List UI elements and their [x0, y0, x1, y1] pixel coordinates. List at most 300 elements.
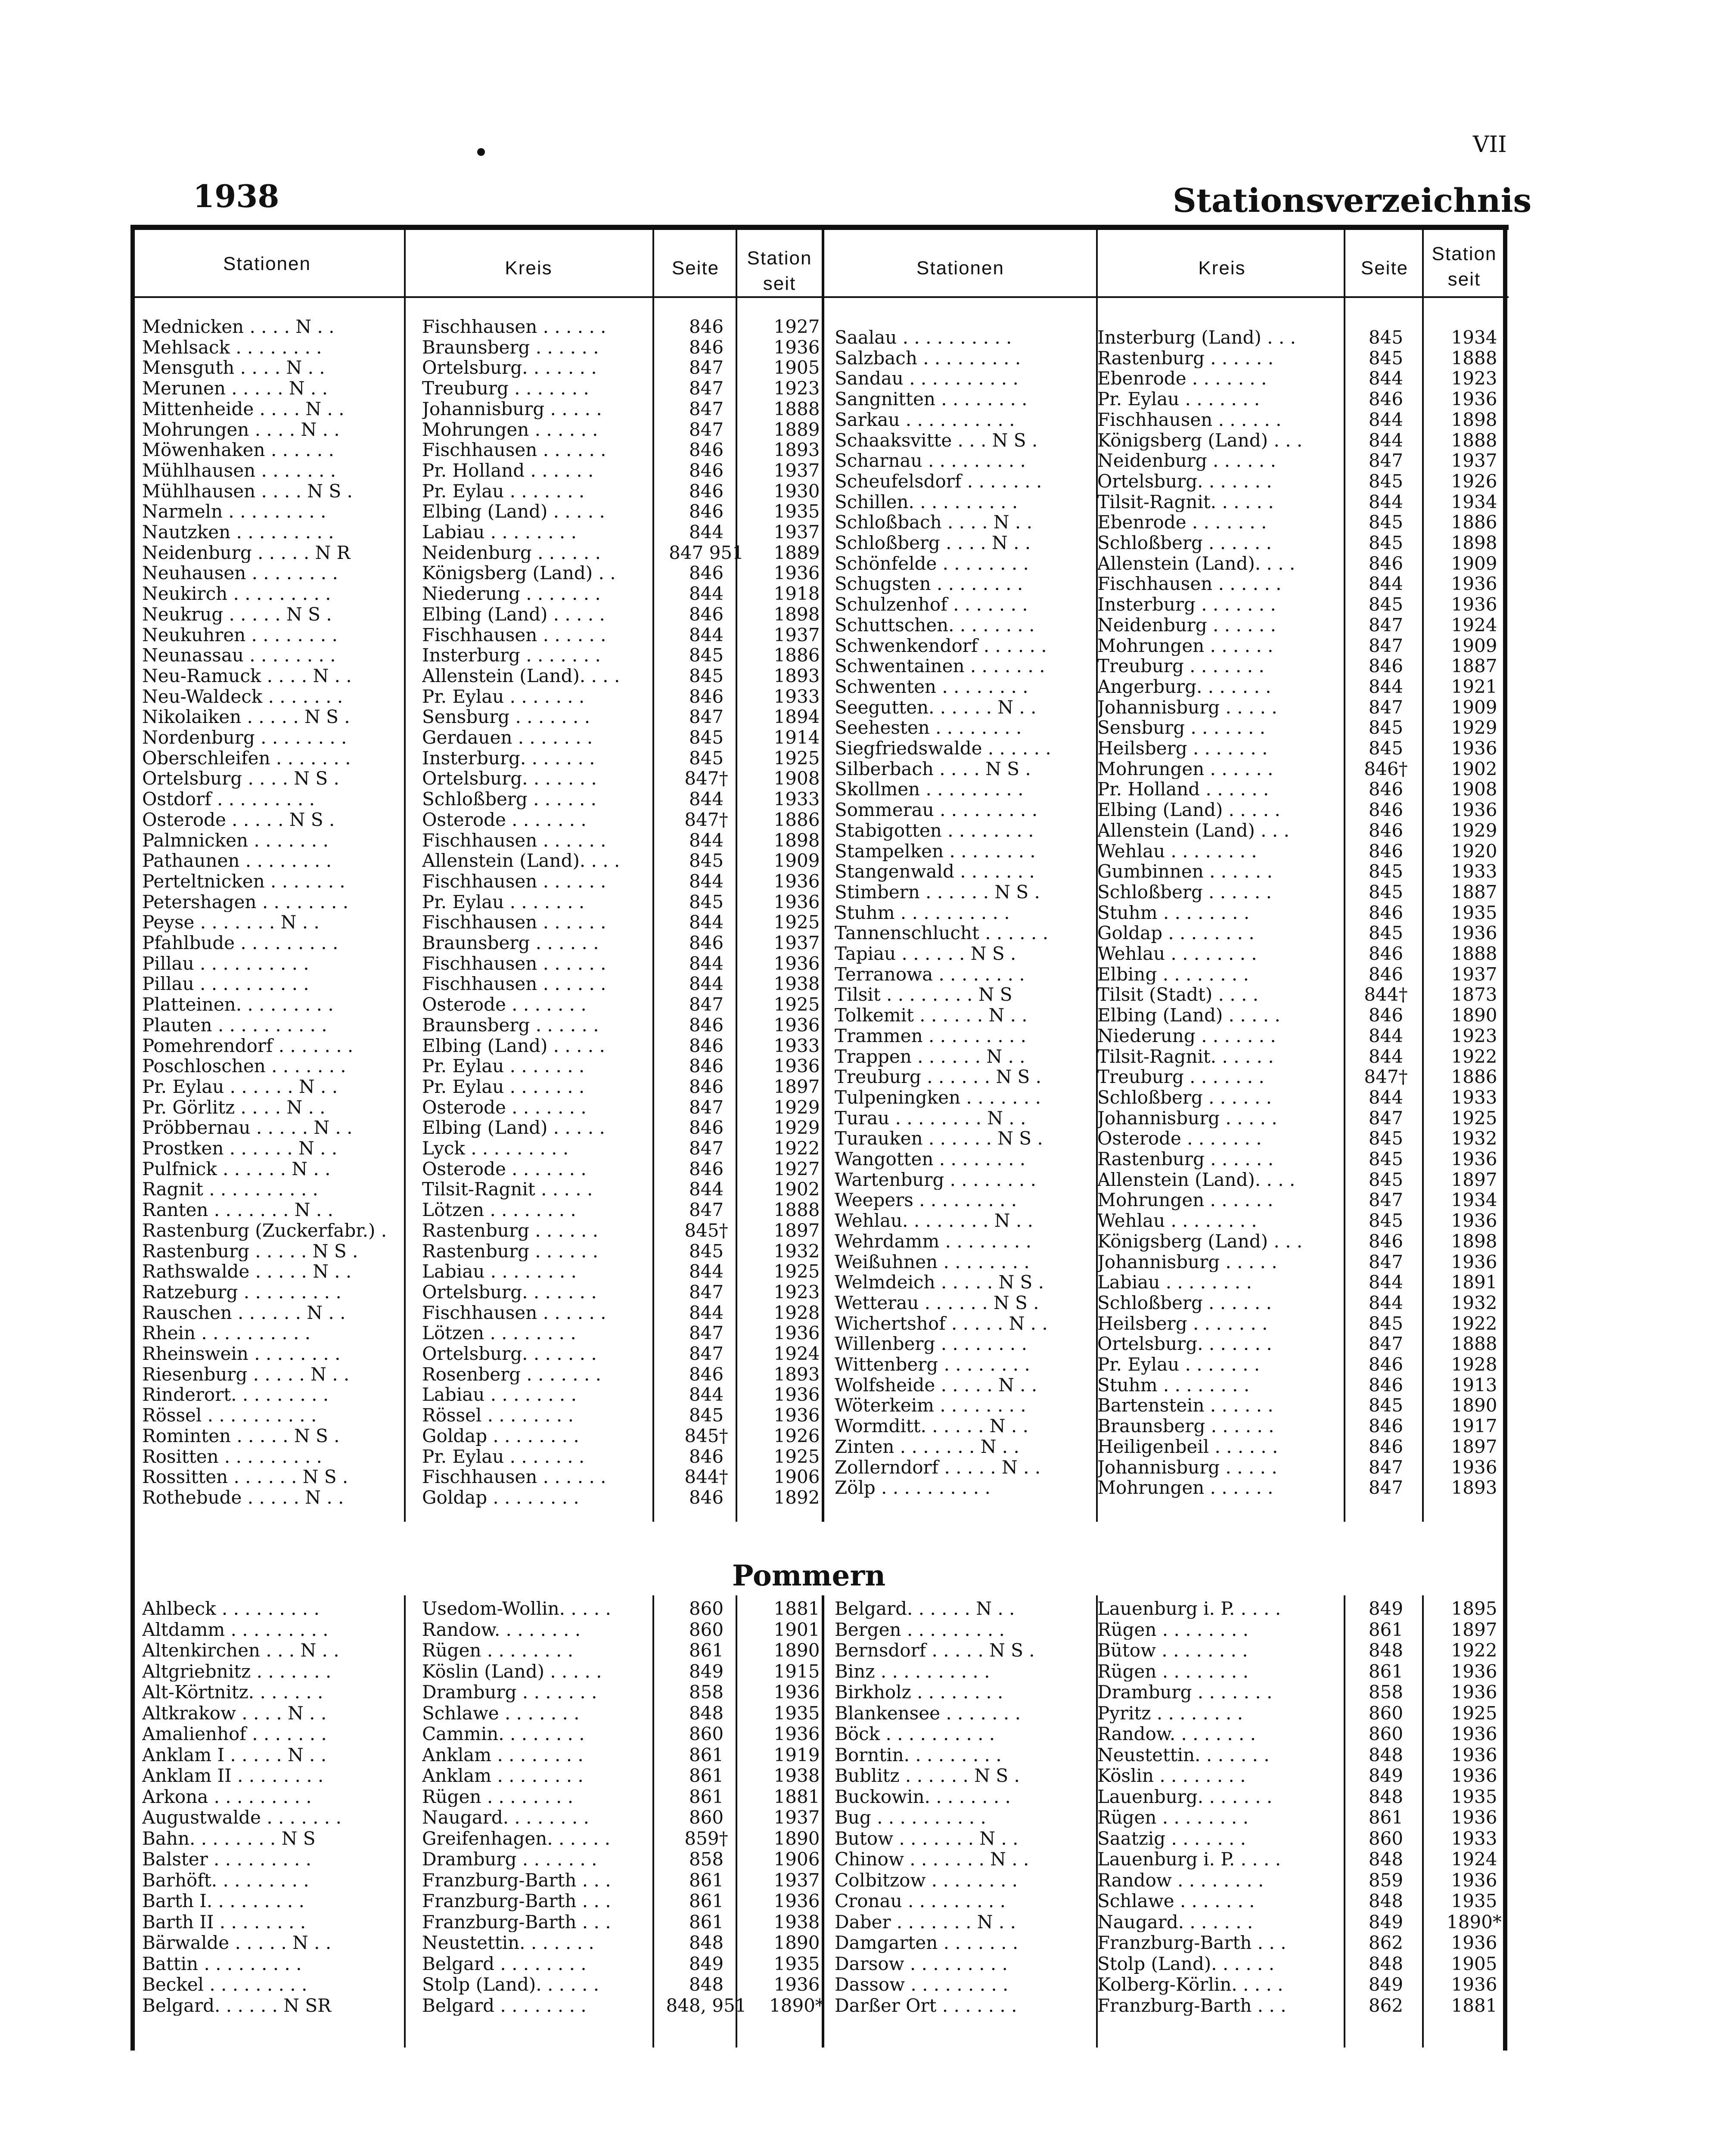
- kreis-name: Fischhausen . . . . . .: [1097, 409, 1282, 430]
- station-name: Rothebude . . . . . N . .: [142, 1487, 344, 1508]
- table-row: [142, 1849, 844, 1870]
- kreis-name: Greifenhagen. . . . . .: [422, 1828, 611, 1849]
- table-row: [835, 1416, 1537, 1436]
- seite-value: 845: [1368, 347, 1404, 369]
- station-seit-year: 1936: [773, 1014, 820, 1036]
- seite-value: 845: [1368, 533, 1404, 553]
- station-seit-year: 1881: [1451, 1995, 1497, 2016]
- seite-value: 861: [689, 1640, 724, 1661]
- seite-value: 845: [689, 1241, 724, 1262]
- table-row: [142, 1261, 844, 1282]
- table-row: [142, 1426, 844, 1446]
- station-seit-year: 1873: [1451, 984, 1497, 1005]
- kreis-name: Pr. Holland . . . . . .: [422, 460, 594, 481]
- kreis-name: Schloßberg . . . . . .: [1097, 881, 1272, 903]
- kreis-name: Insterburg . . . . . . .: [1097, 594, 1276, 615]
- kreis-name: Belgard . . . . . . . .: [422, 1995, 587, 2016]
- station-seit-year: 1937: [1451, 450, 1497, 471]
- seite-value: 845: [1368, 717, 1404, 738]
- station-name: Schwenkendorf . . . . . .: [835, 635, 1047, 656]
- station-seit-year: 1881: [773, 1598, 820, 1619]
- station-name: Buckowin. . . . . . . .: [835, 1786, 1011, 1807]
- seite-value: 845: [1368, 1313, 1404, 1334]
- table-row: [142, 1974, 844, 1995]
- station-seit-year: 1901: [773, 1619, 820, 1640]
- station-seit-year: 1929: [1451, 717, 1497, 738]
- seite-value: 847: [1368, 1457, 1404, 1478]
- kreis-name: Königsberg (Land) . .: [422, 563, 616, 584]
- table-pommern-right: [835, 1598, 1506, 2029]
- kreis-name: Neidenburg . . . . . .: [1097, 614, 1276, 636]
- seite-value: 861: [689, 1744, 724, 1765]
- station-seit-year: 1937: [1451, 964, 1497, 985]
- station-seit-year: 1905: [773, 357, 820, 378]
- seite-value: 846: [1368, 656, 1404, 676]
- station-seit-year: 1914: [773, 727, 820, 748]
- station-name: Tilsit . . . . . . . . N S: [835, 984, 1012, 1005]
- table-row: [142, 1682, 844, 1703]
- seite-value: 845: [689, 850, 724, 871]
- seite-value: 847: [689, 419, 724, 440]
- station-seit-year: 1925: [773, 748, 820, 769]
- seite-value: 849: [689, 1953, 724, 1974]
- table-row: [142, 1323, 844, 1343]
- table-row: [835, 1231, 1537, 1252]
- kreis-name: Lötzen . . . . . . . .: [422, 1200, 576, 1220]
- table-row: [835, 820, 1537, 841]
- station-name: Belgard. . . . . . N . .: [835, 1598, 1015, 1619]
- table-row: [142, 378, 844, 399]
- table-ostpreussen-right: [835, 327, 1506, 1546]
- station-name: Schloßberg . . . . N . .: [835, 533, 1031, 553]
- kreis-name: Belgard . . . . . . . .: [422, 1953, 587, 1974]
- table-row: [142, 1828, 844, 1849]
- station-name: Neu-Ramuck . . . . N . .: [142, 665, 352, 686]
- station-name: Scharnau . . . . . . . . .: [835, 450, 1026, 471]
- station-seit-year: 1938: [773, 1911, 820, 1933]
- station-seit-year: 1936: [773, 1384, 820, 1405]
- station-name: Neukirch . . . . . . . . .: [142, 583, 331, 604]
- station-name: Wittenberg . . . . . . . .: [835, 1354, 1030, 1375]
- table-row: [142, 481, 844, 502]
- kreis-name: Osterode . . . . . . .: [422, 1158, 587, 1179]
- station-seit-year: 1938: [773, 974, 820, 995]
- seite-value: 858: [689, 1849, 724, 1870]
- kreis-name: Rastenburg . . . . . .: [1097, 347, 1274, 369]
- seite-value: 847 951: [669, 542, 744, 563]
- kreis-name: Dramburg . . . . . . .: [1097, 1682, 1273, 1703]
- seite-value: 860: [689, 1619, 724, 1640]
- table-row: [835, 1954, 1537, 1974]
- seite-value: 845: [689, 665, 724, 686]
- table-row: [835, 1912, 1537, 1933]
- station-seit-year: 1887: [1451, 656, 1497, 676]
- kreis-name: Pr. Eylau . . . . . . .: [422, 1056, 585, 1076]
- kreis-name: Osterode . . . . . . .: [422, 1097, 587, 1118]
- station-seit-year: 1889: [773, 542, 820, 563]
- seite-value: 861: [1368, 1661, 1404, 1682]
- station-seit-year: 1936: [1451, 800, 1497, 820]
- seite-value: 847: [689, 707, 724, 727]
- station-name: Stabigotten . . . . . . . .: [835, 820, 1034, 841]
- station-seit-year: 1937: [773, 1807, 820, 1828]
- seite-value: 848: [1368, 1786, 1404, 1807]
- seite-value: 846: [1368, 389, 1404, 410]
- seite-value: 848: [1368, 1891, 1404, 1911]
- station-name: Stimbern . . . . . . N S .: [835, 881, 1040, 903]
- seite-value: 846: [689, 1117, 724, 1138]
- station-name: Stuhm . . . . . . . . . .: [835, 902, 1010, 923]
- station-name: Zinten . . . . . . . N . .: [835, 1436, 1019, 1457]
- kreis-name: Rastenburg . . . . . .: [422, 1220, 599, 1241]
- seite-value: 846: [689, 1014, 724, 1036]
- station-name: Turauken . . . . . . N S .: [835, 1128, 1043, 1149]
- station-name: Merunen . . . . . N . .: [142, 378, 328, 399]
- station-name: Rastenburg . . . . . N S .: [142, 1241, 358, 1262]
- kreis-name: Allenstein (Land). . . .: [1097, 1169, 1295, 1190]
- table-row: [142, 1598, 844, 1619]
- kreis-name: Neidenburg . . . . . .: [422, 542, 601, 563]
- table-row: [835, 800, 1537, 820]
- station-seit-year: 1936: [1451, 574, 1497, 595]
- station-seit-year: 1894: [773, 707, 820, 727]
- kreis-name: Insterburg . . . . . . .: [422, 645, 601, 666]
- seite-value: 848: [689, 1703, 724, 1724]
- station-seit-year: 1933: [1451, 861, 1497, 882]
- kreis-name: Schlawe . . . . . . .: [1097, 1891, 1255, 1911]
- seite-value: 846: [689, 563, 724, 584]
- kreis-name: Pr. Holland . . . . . .: [1097, 779, 1269, 800]
- seite-value: 847: [689, 1138, 724, 1159]
- table-row: [835, 1108, 1537, 1129]
- table-row: [835, 1598, 1537, 1619]
- station-name: Butow . . . . . . . N . .: [835, 1828, 1019, 1849]
- seite-value: 849: [1368, 1598, 1404, 1619]
- table-row: [835, 594, 1537, 615]
- station-seit-year: 1909: [1451, 553, 1497, 574]
- station-name: Rossitten . . . . . . N S .: [142, 1467, 348, 1487]
- kreis-name: Ebenrode . . . . . . .: [1097, 512, 1267, 533]
- seite-value: 847: [689, 1281, 724, 1303]
- kreis-name: Mohrungen . . . . . .: [1097, 1477, 1273, 1498]
- kreis-name: Randow. . . . . . . .: [1097, 1724, 1256, 1744]
- seite-value: 847: [689, 1343, 724, 1364]
- seite-value: 844: [689, 974, 724, 995]
- table-row: [835, 882, 1537, 903]
- seite-value: 844: [689, 522, 724, 543]
- kreis-name: Elbing (Land) . . . . .: [422, 501, 605, 522]
- seite-value: 860: [689, 1598, 724, 1619]
- station-seit-year: 1890: [1451, 1005, 1497, 1026]
- station-name: Chinow . . . . . . . N . .: [835, 1849, 1029, 1870]
- kreis-name: Bartenstein . . . . . .: [1097, 1395, 1273, 1416]
- station-seit-year: 1924: [1451, 614, 1497, 636]
- table-row: [835, 1395, 1537, 1416]
- kreis-name: Gumbinnen . . . . . .: [1097, 861, 1273, 882]
- seite-value: 845: [1368, 512, 1404, 533]
- station-name: Sarkau . . . . . . . . . .: [835, 409, 1015, 430]
- kreis-name: Niederung . . . . . . .: [422, 583, 601, 604]
- seite-value: 846: [689, 501, 724, 522]
- kreis-name: Allenstein (Land). . . .: [1097, 553, 1295, 574]
- seite-value: 844: [689, 953, 724, 974]
- table-row: [835, 327, 1537, 348]
- seite-value: 845: [689, 891, 724, 912]
- station-name: Schloßbach . . . . N . .: [835, 512, 1032, 533]
- kreis-name: Naugard. . . . . . . .: [422, 1807, 589, 1828]
- station-name: Wetterau . . . . . . N S .: [835, 1292, 1039, 1313]
- table-row: [142, 1303, 844, 1323]
- kreis-name: Pyritz . . . . . . . .: [1097, 1703, 1243, 1724]
- station-seit-year: 1936: [1451, 1765, 1497, 1786]
- kreis-name: Rügen . . . . . . . .: [1097, 1807, 1249, 1828]
- station-name: Mühlhausen . . . . N S .: [142, 481, 353, 502]
- table-row: [835, 1807, 1537, 1828]
- station-name: Ratzeburg . . . . . . . . .: [142, 1281, 342, 1303]
- kreis-name: Rügen . . . . . . . .: [1097, 1619, 1249, 1640]
- station-seit-year: 1897: [773, 1220, 820, 1241]
- station-seit-year: 1902: [773, 1179, 820, 1200]
- seite-value: 846: [1368, 779, 1404, 800]
- station-seit-year: 1932: [1451, 1292, 1497, 1313]
- station-name: Salzbach . . . . . . . . .: [835, 347, 1021, 369]
- kreis-name: Stolp (Land). . . . . .: [1097, 1953, 1275, 1974]
- kreis-name: Lötzen . . . . . . . .: [422, 1323, 576, 1343]
- kreis-name: Wehlau . . . . . . . .: [1097, 841, 1257, 862]
- table-row: [142, 1036, 844, 1056]
- station-seit-year: 1933: [1451, 1087, 1497, 1108]
- table-row: [142, 440, 844, 460]
- station-seit-year: 1897: [1451, 1436, 1497, 1457]
- station-seit-year: 1890: [773, 1828, 820, 1849]
- seite-value: 845: [689, 645, 724, 666]
- table-row: [835, 533, 1537, 553]
- station-seit-year: 1889: [773, 419, 820, 440]
- seite-value: 844: [1368, 1046, 1404, 1067]
- station-name: Rathswalde . . . . . N . .: [142, 1261, 352, 1282]
- seite-value: 845: [689, 727, 724, 748]
- station-seit-year: 1898: [773, 604, 820, 625]
- station-name: Barth II . . . . . . . .: [142, 1911, 306, 1933]
- station-seit-year: 1893: [1451, 1477, 1497, 1498]
- seite-value: 846: [1368, 1374, 1404, 1396]
- section-title-pommern: Pommern: [732, 1559, 886, 1592]
- station-name: Terranowa . . . . . . . .: [835, 964, 1025, 985]
- kreis-name: Mohrungen . . . . . .: [1097, 758, 1273, 779]
- station-seit-year: 1937: [773, 460, 820, 481]
- table-row: [142, 810, 844, 830]
- table-row: [835, 1128, 1537, 1149]
- kreis-name: Treuburg . . . . . . .: [422, 378, 589, 399]
- station-seit-year: 1890: [773, 1933, 820, 1953]
- seite-value: 847: [1368, 697, 1404, 718]
- kreis-name: Allenstein (Land). . . .: [422, 665, 620, 686]
- kreis-name: Sensburg . . . . . . .: [422, 707, 590, 727]
- kreis-name: Ortelsburg. . . . . . .: [422, 768, 597, 789]
- seite-value: 845: [1368, 738, 1404, 759]
- station-seit-year: 1886: [773, 809, 820, 830]
- station-name: Rheinswein . . . . . . . .: [142, 1343, 341, 1364]
- station-seit-year: 1918: [773, 583, 820, 604]
- station-seit-year: 1921: [1451, 676, 1497, 697]
- year-heading: 1938: [193, 178, 279, 214]
- table-row: [142, 460, 844, 481]
- station-name: Pr. Görlitz . . . . N . .: [142, 1097, 326, 1118]
- table-row: [835, 574, 1537, 594]
- kreis-name: Schlawe . . . . . . .: [422, 1703, 580, 1724]
- table-row: [142, 953, 844, 974]
- station-seit-year: 1928: [1451, 1354, 1497, 1375]
- seite-value: 846: [1368, 800, 1404, 820]
- station-name: Perteltnicken . . . . . . .: [142, 871, 345, 892]
- kreis-name: Pr. Eylau . . . . . . .: [422, 481, 585, 502]
- station-seit-year: 1922: [773, 1138, 820, 1159]
- table-row: [142, 1282, 844, 1303]
- seite-value: 844†: [684, 1467, 728, 1487]
- table-row: [835, 1477, 1537, 1498]
- table-row: [835, 389, 1537, 410]
- seite-value: 846: [689, 1056, 724, 1076]
- table-row: [142, 933, 844, 953]
- table-row: [142, 1405, 844, 1426]
- seite-value: 845: [1368, 1210, 1404, 1231]
- station-seit-year: 1936: [773, 1724, 820, 1744]
- table-row: [142, 1807, 844, 1828]
- station-seit-year: 1930: [773, 481, 820, 502]
- seite-value: 844: [1368, 1087, 1404, 1108]
- station-seit-year: 1909: [1451, 697, 1497, 718]
- station-name: Tulpeningken . . . . . . .: [835, 1087, 1041, 1108]
- col-header-kreis-left: Kreis: [505, 257, 553, 279]
- kreis-name: Treuburg . . . . . . .: [1097, 1067, 1264, 1087]
- table-row: [142, 871, 844, 892]
- table-row: [835, 1293, 1537, 1313]
- kreis-name: Neustettin. . . . . . .: [1097, 1744, 1270, 1765]
- station-name: Seegutten. . . . . . N . .: [835, 697, 1037, 718]
- seite-value: 848: [1368, 1744, 1404, 1765]
- table-row: [142, 994, 844, 1015]
- kreis-name: Randow . . . . . . . .: [1097, 1870, 1264, 1891]
- kreis-name: Goldap . . . . . . . .: [422, 1487, 579, 1508]
- kreis-name: Schloßberg . . . . . .: [1097, 1292, 1272, 1313]
- station-seit-year: 1888: [773, 398, 820, 419]
- table-row: [835, 656, 1537, 676]
- station-name: Neukuhren . . . . . . . .: [142, 624, 338, 645]
- seite-value: 844: [1368, 574, 1404, 595]
- seite-value: 844: [689, 1179, 724, 1200]
- kreis-name: Franzburg-Barth . . .: [422, 1911, 611, 1933]
- station-name: Schuttschen. . . . . . . .: [835, 614, 1035, 636]
- station-name: Plauten . . . . . . . . . .: [142, 1014, 327, 1036]
- station-name: Zollerndorf . . . . . N . .: [835, 1457, 1041, 1478]
- kreis-name: Wehlau . . . . . . . .: [1097, 1210, 1257, 1231]
- kreis-name: Schloßberg . . . . . .: [1097, 1087, 1272, 1108]
- kreis-name: Lauenburg. . . . . . .: [1097, 1786, 1273, 1807]
- seite-value: 846: [689, 1446, 724, 1467]
- station-seit-year: 1890: [1451, 1395, 1497, 1416]
- kreis-name: Johannisburg . . . . .: [1097, 697, 1277, 718]
- kreis-name: Franzburg-Barth . . .: [422, 1870, 611, 1891]
- station-seit-year: 1936: [1451, 1682, 1497, 1703]
- station-name: Pathaunen . . . . . . . .: [142, 850, 332, 871]
- station-name: Daber . . . . . . . N . .: [835, 1911, 1016, 1933]
- table-row: [142, 1384, 844, 1405]
- table-row: [142, 666, 844, 686]
- table-row: [142, 1056, 844, 1076]
- seite-value: 847†: [684, 768, 728, 789]
- seite-value: 847†: [684, 809, 728, 830]
- station-seit-year: 1909: [1451, 635, 1497, 656]
- seite-value: 844: [1368, 1292, 1404, 1313]
- station-name: Bug . . . . . . . . . .: [835, 1807, 986, 1828]
- kreis-name: Fischhausen . . . . . .: [422, 871, 606, 892]
- station-seit-year: 1898: [1451, 1231, 1497, 1252]
- station-name: Mühlhausen . . . . . . .: [142, 460, 336, 481]
- table-row: [835, 1995, 1537, 2016]
- station-seit-year: 1905: [1451, 1953, 1497, 1974]
- kreis-name: Fischhausen . . . . . .: [422, 316, 606, 337]
- table-row: [142, 1097, 844, 1118]
- table-row: [142, 645, 844, 666]
- table-row: [835, 553, 1537, 574]
- station-name: Mensguth . . . . N . .: [142, 357, 325, 378]
- station-name: Wöterkeim . . . . . . . .: [835, 1395, 1026, 1416]
- station-seit-year: 1897: [773, 1076, 820, 1097]
- station-seit-year: 1937: [773, 1870, 820, 1891]
- seite-value: 847: [689, 1323, 724, 1343]
- seite-value: 847: [689, 1200, 724, 1220]
- seite-value: 846: [689, 440, 724, 460]
- table-row: [142, 1912, 844, 1933]
- station-seit-year: 1925: [773, 1261, 820, 1282]
- station-name: Prostken . . . . . . N . .: [142, 1138, 338, 1159]
- seite-value: 848, 951: [666, 1995, 747, 2016]
- kreis-name: Fischhausen . . . . . .: [422, 974, 606, 995]
- kreis-name: Rosenberg . . . . . . .: [422, 1364, 601, 1385]
- station-seit-year: 1936: [773, 1891, 820, 1911]
- station-seit-year: 1936: [1451, 1251, 1497, 1272]
- table-row: [835, 779, 1537, 800]
- station-name: Skollmen . . . . . . . . .: [835, 779, 1024, 800]
- kreis-name: Rügen . . . . . . . .: [422, 1640, 574, 1661]
- station-name: Palmnicken . . . . . . .: [142, 830, 329, 851]
- seite-value: 849: [1368, 1974, 1404, 1995]
- table-row: [835, 717, 1537, 738]
- station-seit-year: 1935: [1451, 1891, 1497, 1911]
- table-row: [142, 1933, 844, 1953]
- kreis-name: Heiligenbeil . . . . . .: [1097, 1436, 1278, 1457]
- seite-value: 858: [1368, 1682, 1404, 1703]
- seite-value: 846: [689, 337, 724, 358]
- kreis-name: Elbing (Land) . . . . .: [422, 1035, 605, 1056]
- kreis-name: Braunsberg . . . . . .: [1097, 1416, 1274, 1436]
- station-seit-year: 1888: [773, 1200, 820, 1220]
- col-header-kreis-right: Kreis: [1198, 257, 1246, 279]
- table-row: [835, 1087, 1537, 1108]
- seite-value: 844: [1368, 1272, 1404, 1293]
- kreis-name: Königsberg (Land) . . .: [1097, 430, 1303, 451]
- station-name: Weepers . . . . . . . . .: [835, 1190, 1017, 1211]
- table-row: [835, 1334, 1537, 1354]
- table-row: [835, 1682, 1537, 1703]
- station-seit-year: 1935: [773, 1703, 820, 1724]
- station-name: Schwentainen . . . . . . .: [835, 656, 1045, 676]
- station-seit-year: 1926: [1451, 471, 1497, 492]
- kreis-name: Stuhm . . . . . . . .: [1097, 1374, 1250, 1396]
- table-row: [835, 1436, 1537, 1457]
- station-name: Wehlau. . . . . . . . N . .: [835, 1210, 1033, 1231]
- station-name: Riesenburg . . . . . N . .: [142, 1364, 350, 1385]
